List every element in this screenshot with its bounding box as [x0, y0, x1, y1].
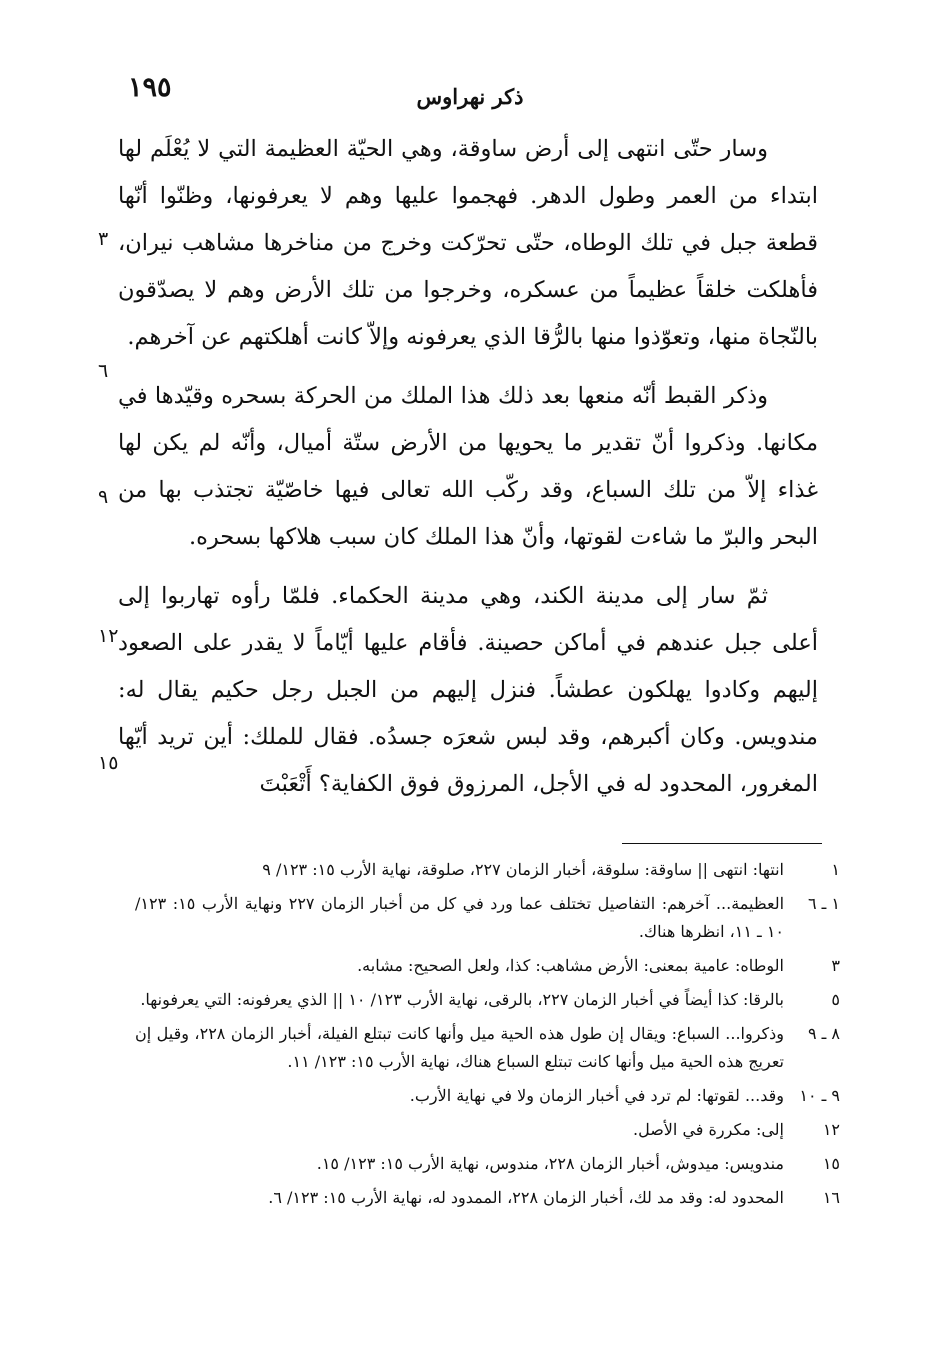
line-number-12: ١٢ [98, 625, 119, 647]
footnote [135, 890, 840, 946]
footnote-ref: ١ [831, 860, 840, 879]
footnote-ref: ٥ [831, 990, 840, 1009]
footnote-ref: ٣ [831, 956, 840, 975]
footnote [135, 1150, 840, 1178]
paragraph-2: وذكر القبط أنّه منعها بعد ذلك هذا الملك من الحركة بسحره وقيّدها في مكانها. وذكروا أنّ تقدير ما يحويها من الأرض ستّة أميال، وأنّه لم يكن لها غذاء إلاّ من تلك السباع، وقد ركّب الله تعالى فيها خاصّيّة تجتذب بها من البحر والبرّ ما شاءت لقوتها، وأنّ هذا الملك كان سبب هلاكها بسحره. [118, 383, 818, 550]
footnote-text: إلى: مكررة في الأصل. [633, 1120, 784, 1139]
footnote-text: الوطاه: عامية بمعنى: الأرض مشاهب: كذا، ولعل الصحيح: مشابه. [357, 956, 784, 975]
line-number-6: ٦ [98, 360, 109, 382]
page-number: ١٩٥ [128, 72, 172, 103]
main-text [118, 126, 818, 820]
line-number-3: ٣ [98, 228, 109, 250]
footnote-text: مندويس: ميدوش، أخبار الزمان ٢٢٨، مندوس، نهاية الأرب ١٥: ١٢٣/ ١٥. [316, 1154, 784, 1173]
footnote-text: العظيمة... آخرهم: التفاصيل تختلف عما ورد في كل من أخبار الزمان ٢٢٧ ونهاية الأرب ١٥: ١٢٣/ ١٠ ـ ١١، انظرها هناك. [135, 894, 785, 941]
footnote-ref: ٩ ـ ١٠ [799, 1086, 840, 1105]
footnote [135, 952, 840, 980]
footnote [135, 1082, 840, 1110]
footnote-text: انتها: انتهى || ساوقة: سلوقة، أخبار الزمان ٢٢٧، صلوقة، نهاية الأرب ١٥: ١٢٣/ ٩ [262, 860, 784, 879]
footnote-ref: ٨ ـ ٩ [807, 1024, 840, 1043]
line-number-9: ٩ [98, 486, 109, 508]
running-title: ذكر نهراوس [416, 84, 524, 109]
line-number-15: ١٥ [98, 752, 119, 774]
footnote-text: وذكروا... السباع: ويقال إن طول هذه الحية ميل وأنها كانت تبتلع الفيلة، أخبار الزمان ٢٢٨، وقيل إن تعريج هذه الحية ميل وأنها كانت تبتلع السباع هناك، نهاية الأرب ١٥: ١٢٣/ ١١. [135, 1024, 785, 1071]
footnote-text: وقد... لقوتها: لم ترد في أخبار الزمان ولا في نهاية الأرب. [409, 1086, 784, 1105]
footnote-ref: ١ ـ ٦ [807, 894, 840, 913]
footnote-text: المحدود له: وقد مد لك، أخبار الزمان ٢٢٨، الممدود له، نهاية الأرب ١٥: ١٢٣/ ٦. [268, 1188, 784, 1207]
footnote [135, 856, 840, 884]
footnote-ref: ١٥ [822, 1154, 840, 1173]
paragraph-3: ثمّ سار إلى مدينة الكند، وهي مدينة الحكماء. فلمّا رأوه تهاربوا إلى أعلى جبل عندهم في أماكن حصينة. فأقام عليها أيّاماً لا يقدر على الصعود إليهم وكادوا يهلكون عطشاً. فنزل إليهم من الجبل رجل حكيم يقال له: مندويس. وكان أكبرهم، وقد لبس شعرَه جسدُه. فقال للملك: أين تريد أيّها المغرور، المحدود له في الأجل، المرزوق فوق الكفاية؟ أَتْعَبْتَ [118, 583, 818, 797]
footnote-separator [622, 843, 822, 844]
footnote [135, 1116, 840, 1144]
footnote [135, 1020, 840, 1076]
footnote-ref: ١٢ [822, 1120, 840, 1139]
footnote-ref: ١٦ [822, 1188, 840, 1207]
footnote-text: بالرقا: كذا أيضاً في أخبار الزمان ٢٢٧، بالرقى، نهاية الأرب ١٢٣/ ١٠ || الذي يعرفونه: التي يعرفونها. [140, 990, 784, 1009]
footnote [135, 986, 840, 1014]
footnote [135, 1184, 840, 1212]
paragraph-1: وسار حتّى انتهى إلى أرض ساوقة، وهي الحيّة العظيمة التي لا يُعْلَم لها ابتداء من العمر وطول الدهر. فهجموا عليها وهم لا يعرفونها، وظنّوا أنّها قطعة جبل في تلك الوطاه، حتّى تحرّكت وخرج من مناخرها مشاهب نيران، فأهلكت خلقاً عظيماً من عسكره، وخرجوا من تلك الأرض وهم لا يصدّقون بالنّجاة منها، وتعوّذوا منها بالرُّقا الذي يعرفونه وإلاّ كانت أهلكتهم عن آخرهم. [118, 136, 818, 350]
footnotes [135, 856, 840, 1218]
